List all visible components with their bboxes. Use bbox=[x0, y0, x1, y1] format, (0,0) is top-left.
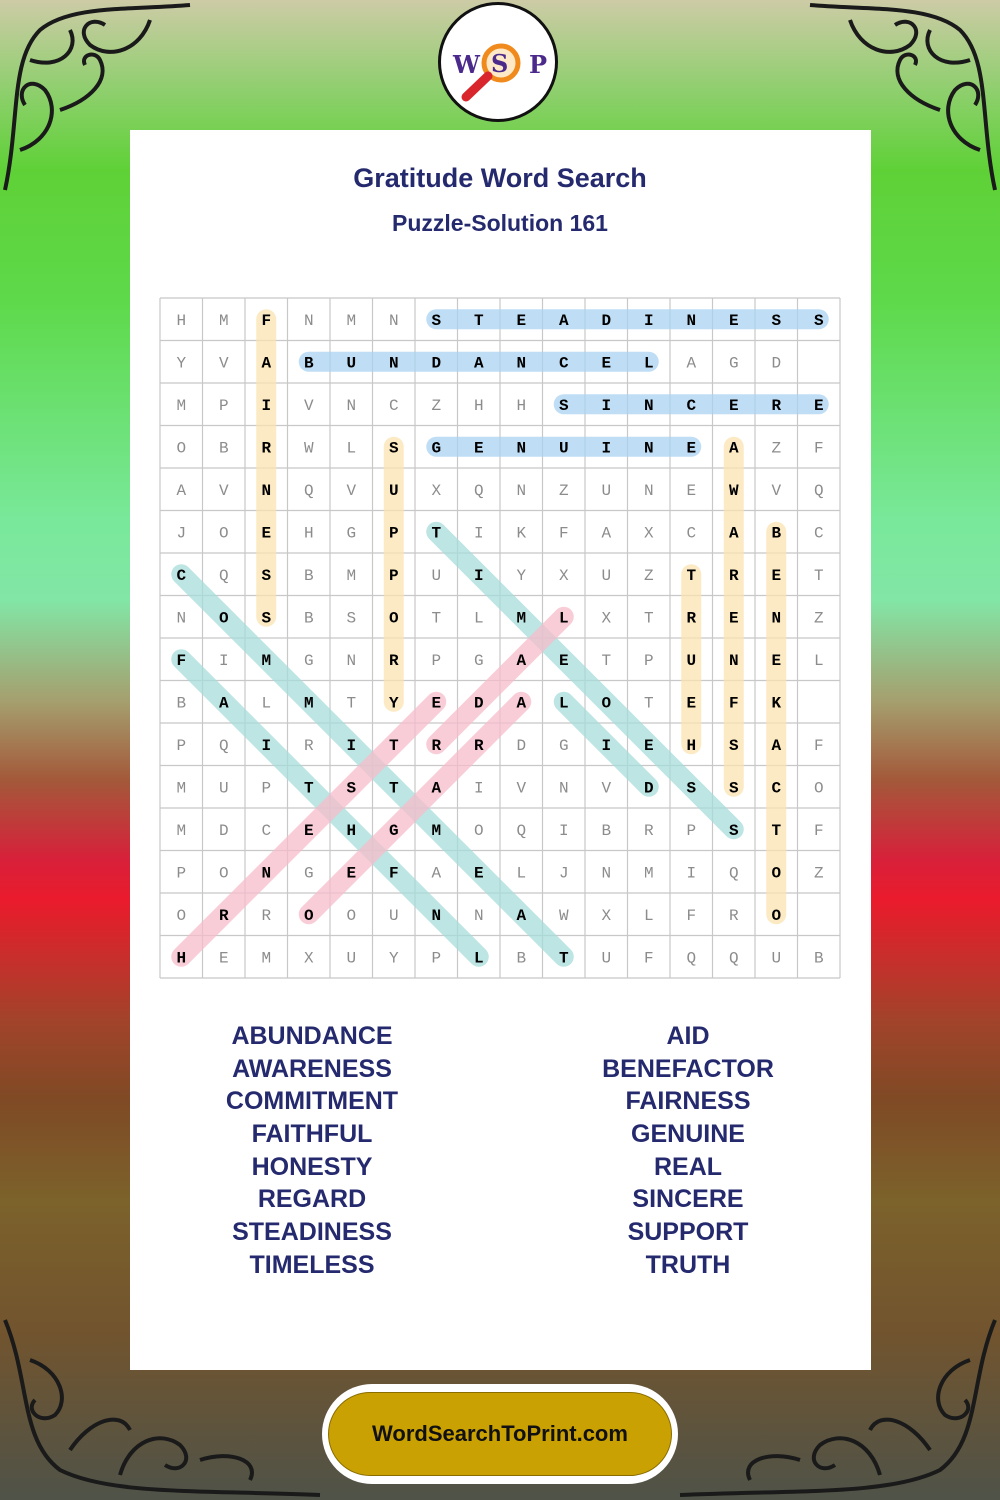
grid-letter: E bbox=[643, 736, 654, 755]
grid-letter: L bbox=[813, 651, 824, 670]
word-list-item: SINCERE bbox=[632, 1185, 744, 1214]
grid-letter: L bbox=[558, 694, 569, 713]
grid-letter: T bbox=[388, 779, 399, 798]
grid-letter: I bbox=[601, 736, 612, 755]
grid-letter: U bbox=[601, 481, 612, 500]
grid-letter: I bbox=[261, 396, 272, 415]
grid-letter: O bbox=[473, 821, 484, 840]
grid-letter: P bbox=[431, 949, 442, 968]
grid-letter: S bbox=[728, 736, 739, 755]
grid-letter: R bbox=[686, 609, 697, 628]
grid-letter: Q bbox=[813, 481, 824, 500]
grid-letter: U bbox=[346, 949, 357, 968]
grid-letter: Q bbox=[728, 864, 739, 883]
grid-letter: U bbox=[601, 566, 612, 585]
grid-letter: T bbox=[303, 779, 314, 798]
grid-letter: E bbox=[473, 864, 484, 883]
grid-letter: O bbox=[218, 609, 229, 628]
grid-letter: Q bbox=[686, 949, 697, 968]
website-label: WordSearchToPrint.com bbox=[328, 1392, 672, 1476]
grid-letter: R bbox=[261, 906, 272, 925]
grid-letter: O bbox=[176, 439, 187, 458]
grid-letter: F bbox=[643, 949, 654, 968]
grid-letter: E bbox=[728, 311, 739, 330]
grid-letter: F bbox=[176, 651, 187, 670]
grid-letter: H bbox=[473, 396, 484, 415]
grid-letter: M bbox=[176, 396, 187, 415]
grid-letter: P bbox=[643, 651, 654, 670]
grid-letter: N bbox=[431, 906, 442, 925]
grid-letter: G bbox=[346, 524, 357, 543]
grid-letter: I bbox=[643, 311, 654, 330]
grid-letter: Q bbox=[218, 566, 229, 585]
grid-letter: D bbox=[218, 821, 229, 840]
grid-letter: N bbox=[303, 311, 314, 330]
grid-letter: P bbox=[388, 566, 399, 585]
grid-letter: I bbox=[601, 439, 612, 458]
grid-letter: P bbox=[218, 396, 229, 415]
logo-letter-s: S bbox=[491, 49, 509, 78]
grid-letter: E bbox=[601, 354, 612, 373]
logo-letter-w: W bbox=[453, 50, 480, 79]
grid-letter: E bbox=[728, 609, 739, 628]
word-list-item: AWARENESS bbox=[232, 1054, 392, 1083]
grid-letter: Z bbox=[558, 481, 569, 500]
grid-letter: E bbox=[558, 651, 569, 670]
grid-letter: U bbox=[601, 949, 612, 968]
grid-letter: S bbox=[728, 779, 739, 798]
grid-letter: A bbox=[601, 524, 612, 543]
grid-letter: A bbox=[558, 311, 569, 330]
grid-letter: C bbox=[686, 524, 697, 543]
grid-letter: N bbox=[643, 439, 654, 458]
grid-letter: R bbox=[218, 906, 229, 925]
grid-letter: S bbox=[261, 566, 272, 585]
grid-letter: B bbox=[176, 694, 187, 713]
grid-letter: E bbox=[431, 694, 442, 713]
grid-letter: L bbox=[643, 906, 654, 925]
grid-letter: Y bbox=[388, 949, 399, 968]
grid-letter: R bbox=[303, 736, 314, 755]
grid-letter: B bbox=[303, 354, 314, 373]
grid-letter: I bbox=[218, 651, 229, 670]
grid-letter: G bbox=[558, 736, 569, 755]
grid-letter: P bbox=[176, 736, 187, 755]
grid-letter: I bbox=[346, 736, 357, 755]
grid-letter: O bbox=[771, 906, 782, 925]
grid-letter: A bbox=[728, 439, 739, 458]
grid-letter: P bbox=[686, 821, 697, 840]
grid-letter: Q bbox=[728, 949, 739, 968]
grid-letter: A bbox=[473, 354, 484, 373]
grid-letter: P bbox=[261, 779, 272, 798]
grid-letter: Q bbox=[473, 481, 484, 500]
word-list-item: GENUINE bbox=[631, 1120, 745, 1149]
grid-letter: Q bbox=[516, 821, 527, 840]
grid-letter: T bbox=[346, 694, 357, 713]
grid-letter: I bbox=[261, 736, 272, 755]
grid-letter: T bbox=[771, 821, 782, 840]
page-title: Gratitude Word Search bbox=[353, 163, 647, 193]
grid-letter: G bbox=[303, 864, 314, 883]
grid-letter: A bbox=[218, 694, 229, 713]
grid-letter: T bbox=[431, 524, 442, 543]
grid-letter: E bbox=[771, 566, 782, 585]
grid-letter: S bbox=[346, 609, 357, 628]
grid-letter: H bbox=[346, 821, 357, 840]
word-list-item: TIMELESS bbox=[249, 1250, 375, 1279]
grid-letter: N bbox=[176, 609, 187, 628]
grid-letter: T bbox=[643, 694, 654, 713]
grid-letter: Y bbox=[516, 566, 527, 585]
grid-letter: B bbox=[813, 949, 824, 968]
grid-letter: V bbox=[303, 396, 314, 415]
grid-letter: Z bbox=[643, 566, 654, 585]
grid-letter: M bbox=[218, 311, 229, 330]
grid-letter: L bbox=[261, 694, 272, 713]
website-button[interactable] bbox=[322, 1384, 678, 1484]
grid-letter: M bbox=[516, 609, 527, 628]
grid-letter: E bbox=[261, 524, 272, 543]
grid-letter: G bbox=[473, 651, 484, 670]
grid-letter: F bbox=[388, 864, 399, 883]
word-list-item: REAL bbox=[653, 1152, 723, 1181]
grid-letter: U bbox=[431, 566, 442, 585]
grid-letter: I bbox=[473, 524, 484, 543]
grid-letter: H bbox=[176, 311, 187, 330]
word-list-item: ABUNDANCE bbox=[231, 1022, 393, 1050]
grid-letter: M bbox=[261, 949, 272, 968]
grid-letter: E bbox=[686, 481, 697, 500]
grid-letter: A bbox=[516, 906, 527, 925]
grid-letter: O bbox=[303, 906, 314, 925]
word-list-item: STEADINESS bbox=[232, 1218, 392, 1247]
grid-letter: T bbox=[643, 609, 654, 628]
grid-letter: I bbox=[558, 821, 569, 840]
grid-letter: R bbox=[261, 439, 272, 458]
grid-letter: Z bbox=[771, 439, 782, 458]
grid-letter: O bbox=[346, 906, 357, 925]
grid-letter: U bbox=[686, 651, 697, 670]
grid-letter: D bbox=[516, 736, 527, 755]
grid-letter: D bbox=[601, 311, 612, 330]
grid-letter: V bbox=[218, 354, 229, 373]
grid-letter: O bbox=[218, 524, 229, 543]
grid-letter: C bbox=[261, 821, 272, 840]
grid-letter: C bbox=[388, 396, 399, 415]
grid-letter: V bbox=[771, 481, 782, 500]
grid-letter: D bbox=[431, 354, 442, 373]
grid-letter: D bbox=[771, 354, 782, 373]
grid-letter: N bbox=[516, 354, 527, 373]
grid-letter: G bbox=[728, 354, 739, 373]
grid-letter: W bbox=[303, 439, 314, 458]
grid-letter: W bbox=[558, 906, 569, 925]
grid-letter: E bbox=[813, 396, 824, 415]
grid-letter: L bbox=[558, 609, 569, 628]
grid-letter: G bbox=[388, 821, 399, 840]
grid-letter: D bbox=[473, 694, 484, 713]
grid-letter: M bbox=[346, 311, 357, 330]
word-list-item: TRUTH bbox=[645, 1250, 731, 1279]
grid-letter: F bbox=[558, 524, 569, 543]
grid-letter: J bbox=[558, 864, 569, 883]
grid-letter: E bbox=[473, 439, 484, 458]
grid-letter: X bbox=[431, 481, 442, 500]
grid-letter: T bbox=[388, 736, 399, 755]
grid-letter: C bbox=[771, 779, 782, 798]
grid-letter: B bbox=[601, 821, 612, 840]
grid-letter: M bbox=[261, 651, 272, 670]
grid-letter: A bbox=[176, 481, 187, 500]
grid-letter: X bbox=[558, 566, 569, 585]
grid-letter: M bbox=[346, 566, 357, 585]
grid-letter: T bbox=[601, 651, 612, 670]
grid-letter: H bbox=[686, 736, 697, 755]
word-list-left bbox=[162, 1020, 462, 1282]
grid-letter: L bbox=[473, 609, 484, 628]
word-list-item: REGARD bbox=[257, 1185, 367, 1214]
grid-letter: F bbox=[813, 736, 824, 755]
grid-letter: U bbox=[346, 354, 357, 373]
grid-letter: K bbox=[516, 524, 527, 543]
word-list-item: FAITHFUL bbox=[251, 1120, 373, 1149]
grid-letter: R bbox=[473, 736, 484, 755]
grid-letter: J bbox=[176, 524, 187, 543]
grid-letter: F bbox=[261, 311, 272, 330]
logo-letter-p: P bbox=[529, 50, 548, 79]
grid-letter: Y bbox=[176, 354, 187, 373]
grid-letter: C bbox=[686, 396, 697, 415]
grid-letter: U bbox=[771, 949, 782, 968]
grid-letter: S bbox=[261, 609, 272, 628]
grid-letter: I bbox=[473, 566, 484, 585]
grid-letter: P bbox=[431, 651, 442, 670]
grid-letter: N bbox=[516, 481, 527, 500]
grid-letter: O bbox=[813, 779, 824, 798]
grid-letter: S bbox=[771, 311, 782, 330]
word-list-right bbox=[538, 1020, 838, 1282]
grid-letter: R bbox=[728, 566, 739, 585]
grid-letter: N bbox=[346, 396, 357, 415]
grid-letter: T bbox=[473, 311, 484, 330]
word-list-item: AID bbox=[666, 1022, 710, 1050]
page-subtitle: Puzzle-Solution 161 bbox=[392, 210, 608, 236]
grid-letter: T bbox=[431, 609, 442, 628]
grid-letter: D bbox=[643, 779, 654, 798]
grid-letter: N bbox=[643, 396, 654, 415]
grid-letter: X bbox=[601, 906, 612, 925]
grid-letter: S bbox=[813, 311, 824, 330]
grid-letter: G bbox=[431, 439, 442, 458]
grid-letter: Z bbox=[431, 396, 442, 415]
grid-letter: E bbox=[728, 396, 739, 415]
grid-letter: V bbox=[346, 481, 357, 500]
grid-letter: I bbox=[601, 396, 612, 415]
grid-letter: B bbox=[771, 524, 782, 543]
word-list-item: FAIRNESS bbox=[625, 1087, 751, 1116]
grid-letter: L bbox=[473, 949, 484, 968]
grid-letter: N bbox=[728, 651, 739, 670]
grid-letter: R bbox=[771, 396, 782, 415]
grid-letter: G bbox=[303, 651, 314, 670]
grid-letter: C bbox=[813, 524, 824, 543]
grid-letter: A bbox=[516, 651, 527, 670]
grid-letter: S bbox=[728, 821, 739, 840]
grid-letter: Z bbox=[813, 864, 824, 883]
grid-letter: R bbox=[431, 736, 442, 755]
grid-letter: N bbox=[261, 864, 272, 883]
grid-letter: B bbox=[303, 566, 314, 585]
word-list-item: BENEFACTOR bbox=[602, 1054, 774, 1083]
grid-letter: F bbox=[686, 906, 697, 925]
grid-letter: M bbox=[431, 821, 442, 840]
grid-letter: O bbox=[771, 864, 782, 883]
grid-letter: A bbox=[431, 779, 442, 798]
grid-letter: K bbox=[771, 694, 782, 713]
grid-letter: P bbox=[388, 524, 399, 543]
grid-letter: F bbox=[813, 439, 824, 458]
grid-letter: U bbox=[388, 481, 399, 500]
grid-letter: U bbox=[558, 439, 569, 458]
grid-letter: H bbox=[303, 524, 314, 543]
grid-letter: P bbox=[176, 864, 187, 883]
grid-letter: N bbox=[643, 481, 654, 500]
word-list-item: SUPPORT bbox=[627, 1218, 749, 1247]
grid-letter: A bbox=[261, 354, 272, 373]
grid-letter: A bbox=[771, 736, 782, 755]
grid-letter: Z bbox=[813, 609, 824, 628]
grid-letter: A bbox=[686, 354, 697, 373]
grid-letter: O bbox=[218, 864, 229, 883]
grid-letter: M bbox=[176, 821, 187, 840]
word-list-item: HONESTY bbox=[251, 1152, 373, 1181]
grid-letter: O bbox=[176, 906, 187, 925]
grid-letter: B bbox=[303, 609, 314, 628]
grid-letter: N bbox=[686, 311, 697, 330]
grid-letter: S bbox=[388, 439, 399, 458]
grid-letter: S bbox=[686, 779, 697, 798]
grid-letter: N bbox=[346, 651, 357, 670]
grid-letter: N bbox=[261, 481, 272, 500]
grid-letter: N bbox=[388, 354, 399, 373]
grid-letter: S bbox=[558, 396, 569, 415]
grid-letter: U bbox=[218, 779, 229, 798]
grid-letter: V bbox=[516, 779, 527, 798]
grid-letter: T bbox=[686, 566, 697, 585]
grid-letter: E bbox=[516, 311, 527, 330]
grid-letter: H bbox=[516, 396, 527, 415]
grid-letter: Q bbox=[218, 736, 229, 755]
grid-letter: U bbox=[388, 906, 399, 925]
word-list-item: COMMITMENT bbox=[225, 1087, 399, 1116]
grid-letter: F bbox=[813, 821, 824, 840]
grid-letter: W bbox=[728, 481, 739, 500]
grid-letter: L bbox=[643, 354, 654, 373]
grid-letter: N bbox=[516, 439, 527, 458]
grid-letter: I bbox=[686, 864, 697, 883]
grid-letter: V bbox=[601, 779, 612, 798]
grid-letter: A bbox=[516, 694, 527, 713]
grid-letter: M bbox=[303, 694, 314, 713]
grid-letter: T bbox=[558, 949, 569, 968]
grid-letter: C bbox=[176, 566, 187, 585]
grid-letter: V bbox=[218, 481, 229, 500]
grid-letter: Y bbox=[388, 694, 399, 713]
grid-letter: M bbox=[176, 779, 187, 798]
grid-letter: S bbox=[346, 779, 357, 798]
grid-letter: F bbox=[728, 694, 739, 713]
grid-letter: B bbox=[218, 439, 229, 458]
grid-letter: X bbox=[643, 524, 654, 543]
grid-letter: M bbox=[643, 864, 654, 883]
grid-letter: X bbox=[303, 949, 314, 968]
grid-letter: E bbox=[303, 821, 314, 840]
grid-letter: E bbox=[218, 949, 229, 968]
grid-letter: E bbox=[686, 694, 697, 713]
grid-letter: R bbox=[643, 821, 654, 840]
grid-letter: E bbox=[686, 439, 697, 458]
grid-letter: R bbox=[388, 651, 399, 670]
grid-letter: N bbox=[558, 779, 569, 798]
grid-letter: Q bbox=[303, 481, 314, 500]
grid-letter: L bbox=[346, 439, 357, 458]
grid-letter: O bbox=[601, 694, 612, 713]
grid-letter: B bbox=[516, 949, 527, 968]
grid-letter: N bbox=[473, 906, 484, 925]
grid-letter: H bbox=[176, 949, 187, 968]
grid-letter: L bbox=[516, 864, 527, 883]
grid-letter: N bbox=[601, 864, 612, 883]
grid-letter: R bbox=[728, 906, 739, 925]
grid-letter: E bbox=[771, 651, 782, 670]
grid-letter: T bbox=[813, 566, 824, 585]
grid-letter: I bbox=[473, 779, 484, 798]
grid-letter: S bbox=[431, 311, 442, 330]
grid-letter: E bbox=[346, 864, 357, 883]
grid-letter: N bbox=[388, 311, 399, 330]
grid-letter: C bbox=[558, 354, 569, 373]
grid-letter: A bbox=[728, 524, 739, 543]
grid-letter: O bbox=[388, 609, 399, 628]
grid-letter: A bbox=[431, 864, 442, 883]
grid-letter: N bbox=[771, 609, 782, 628]
grid-letter: X bbox=[601, 609, 612, 628]
